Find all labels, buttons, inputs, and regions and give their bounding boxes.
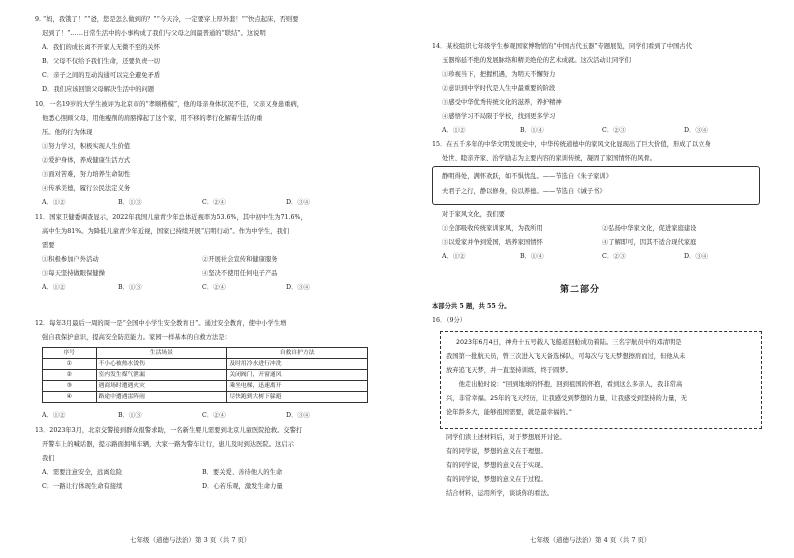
q14-item-2: ②意识到中学时代是人生中最重要的阶段 (442, 85, 556, 92)
q10-stem-line-2: 他悉心照顾父母，用他瘦削的肩膀撑起了这个家，用不移的孝行化解着生活的重 (42, 115, 263, 122)
q12-opt-c: C．②④ (202, 412, 226, 419)
q12-table-header (43, 348, 368, 359)
q15-opt-c: C．②③ (602, 253, 626, 260)
q15-opt-a: A．①② (442, 253, 466, 260)
q10-opt-a: A．①② (42, 199, 66, 206)
q14-opt-b: B．①④ (520, 127, 544, 134)
q14-item-4: ④感悟学习不局限于学校，找到更多学习 (442, 113, 556, 120)
q9-stem-line-2: 迟到了！”……日常生活中的小事构成了我们与父母之间最普通的“联结”。这说明 (42, 30, 266, 37)
q10-item-2: ②爱护身体，养成健康生活方式 (42, 157, 131, 164)
q16-discussion-2: 有的同学说，梦想的意义在于理想。 (446, 448, 547, 455)
q15-opt-b: B．①④ (520, 253, 544, 260)
table-cell: 遇商场时遭遇火灾 (96, 381, 227, 392)
table-cell: 室内发生煤气泄漏 (96, 370, 227, 381)
q16-material-line-1: 2023年6月4日，神舟十五号载人飞船返回舱成功着陆。三名宇航员中的邓清明是 (456, 339, 682, 346)
table-row (43, 359, 368, 370)
q11-stem-line-1: 11．国家卫健委调查显示，2022年我国儿童青少年总体近视率为53.6%，其中初中生为71.6%， (35, 214, 307, 221)
table-row (43, 392, 368, 403)
table-cell: ③ (43, 381, 97, 392)
q13-option-b: B．要关爱、善待他人的生命 (202, 469, 283, 476)
q13-option-d: D．心若乐观，激发生命力量 (202, 483, 283, 490)
q12-header-no: 序号 (43, 348, 97, 359)
q10-item-4: ④传承美德，履行公民法定义务 (42, 185, 131, 192)
table-cell: 关闭阀门，开窗通风 (227, 370, 368, 381)
q15-prompt: 对于家风文化，我们要 (442, 211, 505, 218)
q10-item-1: ①努力学习，积极实现人生价值 (42, 143, 131, 150)
q16-discussion-1: 同学们读上述材料后，对于梦想展开讨论。 (446, 434, 566, 441)
q16-discussion-4: 有的同学说，梦想的意义在于过程。 (446, 476, 547, 483)
q14-stem-line-1: 14．某校组织七年级学生参观国家博物馆的“中国古代玉器”专题展览，同学们看到了中国古代 (432, 43, 693, 50)
table-cell: 不小心被热水烫伤 (96, 359, 227, 370)
q16-material-line-3: 放弃追飞天梦，并一直坚持训练，终于圆梦。 (446, 367, 572, 374)
q15-stem-line-1: 15．在五千多年的中华文明发展史中，中华传统道德中的家风文化显现出了巨大价值，形成了以立身 (432, 141, 711, 148)
section-title: 第二部分 (560, 285, 601, 295)
table-cell: ④ (43, 392, 97, 403)
q9-option-d: D．我们应该回馈父母解决生活中的问题 (42, 86, 155, 93)
q11-stem-line-2: 高中生为81%。为降低儿童青少年近视，国家已持续开展“启明行动”。作为中学生，我们 (42, 228, 290, 235)
left-page-footer: 七年级（道德与法治）第 3 页（共 7 页） (130, 536, 251, 544)
q11-opt-d: D．③④ (286, 284, 310, 291)
table-cell: 路途中遭遇雷阵雨 (96, 392, 227, 403)
q10-stem-line-3: 压。他的行为体现 (42, 129, 93, 136)
q15-quote-box (432, 166, 760, 205)
q10-item-3: ③面对苦难，努力培养生命韧性 (42, 171, 131, 178)
q12-opt-b: B．①③ (118, 412, 142, 419)
q12-table (42, 347, 368, 403)
q16-discussion-3: 有的同学说，梦想的意义在于实现。 (446, 462, 547, 469)
q14-stem-line-2: 玉器绵延不绝的发展脉络和精美绝伦的艺术成就。这次活动让同学们 (442, 57, 631, 64)
q13-stem-line-1: 13．2023年3月，北京交警接到群众报警求助，一名新生婴儿需要到北京儿童医院抢救。交警打 (35, 427, 303, 434)
q15-opt-d: D．③④ (684, 253, 708, 260)
table-row (43, 381, 368, 392)
q13-stem-line-2: 开警车上的喊话器，提示路面拥堵车辆，大家一路为警车让行，患儿及时到达医院。这启示 (42, 441, 294, 448)
q14-item-1: ①珍视当下，把握机遇，为明天不懈努力 (442, 71, 556, 78)
q16-material-line-6: 论年龄多大，能够祖国需要，就是最幸福的。” (446, 409, 573, 416)
q11-item-2: ②开展社会宣传和健康服务 (202, 256, 278, 263)
q12-stem-line-2: 强自我保护意识，提高安全防范能力。家园一样基本的自救方法是： (42, 334, 231, 341)
q11-opt-c: C．②④ (202, 284, 226, 291)
q12-header-method: 自救自护方法 (227, 348, 368, 359)
q13-stem-line-3: 我们 (42, 455, 55, 462)
q13-option-c: C．一路让行体现生命有接续 (42, 483, 123, 490)
table-row (43, 370, 368, 381)
q10-opt-b: B．①③ (118, 199, 142, 206)
q9-option-c: C．亲子之间的互动沟通可以完全避免矛盾 (42, 72, 161, 79)
q16-material-line-2: 我国第一批航天员，曾三次进入飞天备选梯队，可每次与飞天梦想擦肩而过，但他从未 (446, 353, 686, 360)
q15-item-3: ③以爱家并争到爱国，培养家国情怀 (442, 239, 543, 246)
q15-item-2: ②弘扬中华家文化，促进家庭建设 (602, 225, 697, 232)
section-note: 本部分共 5 题，共 55 分。 (432, 303, 511, 310)
q12-opt-a: A．①② (42, 412, 66, 419)
q11-item-3: ③每天坚持做眼保健操 (42, 270, 105, 277)
q15-item-4: ④了解即可，因其不适合现代家庭 (602, 239, 697, 246)
q15-quote-1: 静明得处，满怀欢跃，如不惧忧乱。——节选自《朱子家训》 (442, 173, 613, 180)
q10-opt-d: D．③④ (286, 199, 310, 206)
table-cell: ① (43, 359, 97, 370)
q13-option-a: A．需要注意安全，远离危险 (42, 469, 123, 476)
q10-stem-line-1: 10．一名19岁的大学生被评为北京市的“孝顺楷模”，他的母亲身体状况不佳，父亲又身患重病， (35, 101, 304, 108)
q10-opt-c: C．②④ (202, 199, 226, 206)
q15-item-1: ①全部吸收传统家训家风，为我所用 (442, 225, 543, 232)
q15-stem-line-2: 处世、睦亲齐家、治学励志为主要内容的家训传统，凝固了家国情怀的风骨。 (442, 155, 657, 162)
q16-material-line-5: 兴，非常幸福。25年的飞天经历，让我感受到梦想的力量，让我感受到坚持的力量，无 (446, 395, 687, 402)
q12-header-scene: 生活场景 (96, 348, 227, 359)
right-page (397, 0, 794, 558)
right-page-footer: 七年级（道德与法治）第 4 页（共 7 页） (530, 536, 651, 544)
q14-opt-d: D．③④ (684, 127, 708, 134)
table-cell: ② (43, 370, 97, 381)
q15-quote-2: 夫君子之行，静以修身，俭以养德。——节选自《诫子书》 (442, 188, 606, 195)
q16-material-line-4: 他走出舱时说：“回到地球的怀抱，回到祖国的怀抱，看到这么多亲人，我非常高 (446, 381, 683, 388)
q9-stem-line-1: 9. “妈，我饿了！”“爸，您是怎么做到的？”“今天冷，一定要穿上厚外套！”“快点起床，否则要 (35, 16, 299, 23)
table-cell: 及时用冷水进行冲洗 (227, 359, 368, 370)
q16-label: 16．（9分） (432, 317, 467, 324)
q12-stem-line-1: 12．每年3月最后一周的周一是“全国中小学生安全教育日”。通过安全教育，使中小学生增 (35, 320, 287, 327)
q9-option-a: A．我们的成长离不开家人无微不至的关怀 (42, 44, 160, 51)
q14-opt-c: C．②③ (602, 127, 626, 134)
q9-option-b: B．父母不仅给予我们生命，还要负责一切 (42, 58, 160, 65)
q12-opt-d: D．③④ (286, 412, 310, 419)
table-cell: 乘坐电梯，迅速离开 (227, 381, 368, 392)
q16-task: 结合材料，运用所学，谈谈你的看法。 (446, 490, 554, 497)
q11-item-1: ①积极参加户外活动 (42, 256, 99, 263)
q11-opt-a: A．①② (42, 284, 66, 291)
q14-item-3: ③感受中华优秀传统文化的滋养，养护精神 (442, 99, 562, 106)
q14-opt-a: A．①② (442, 127, 466, 134)
q11-opt-b: B．①③ (118, 284, 142, 291)
q11-stem-line-3: 需要 (42, 242, 55, 249)
table-cell: 尽快跑到大树下躲避 (227, 392, 368, 403)
q11-item-4: ④坚决不使用任何电子产品 (202, 270, 278, 277)
